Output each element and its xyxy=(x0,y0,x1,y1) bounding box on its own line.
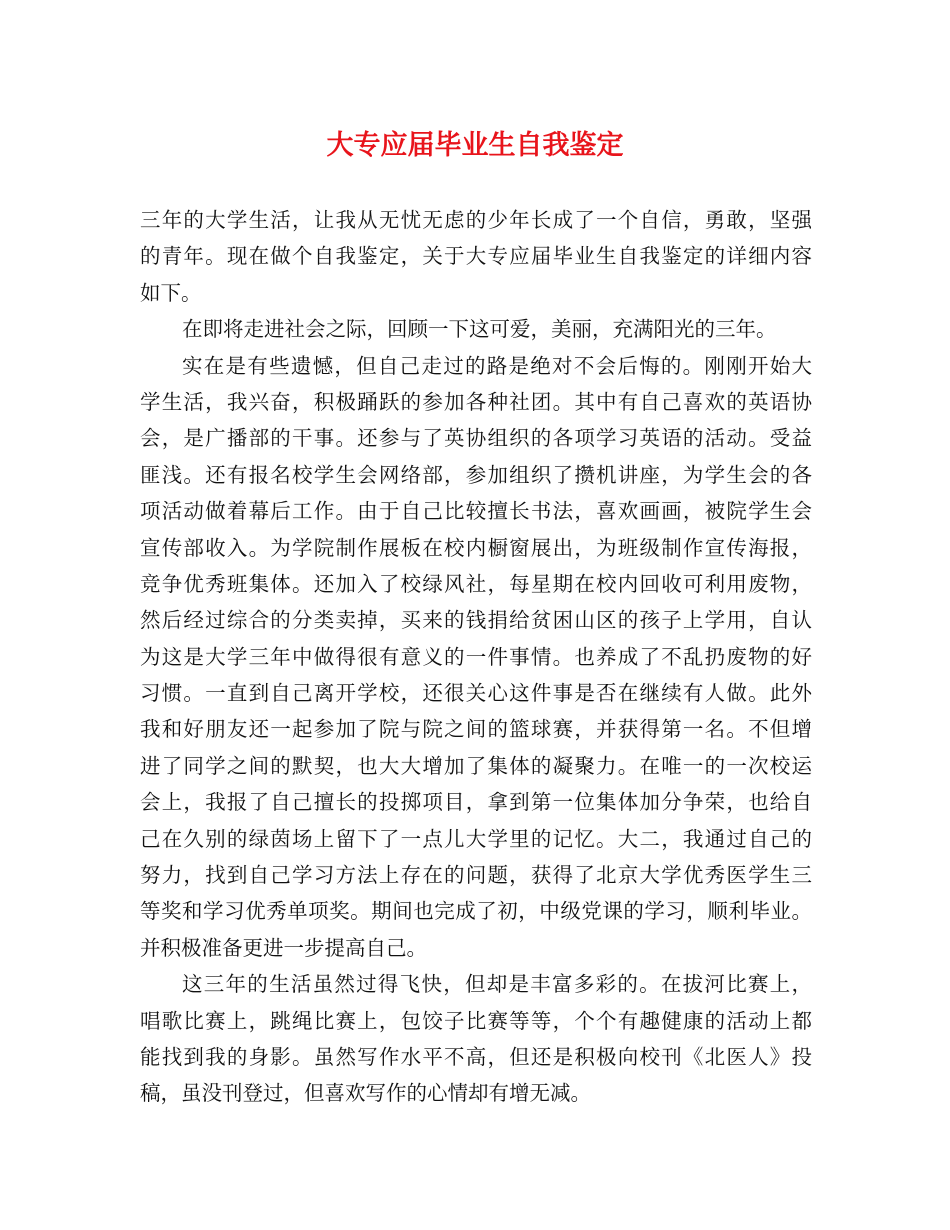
text-line: 然后经过综合的分类卖掉，买来的钱捐给贫困山区的孩子上学用，自认 xyxy=(140,608,812,633)
text-line: 进了同学之间的默契，也大大增加了集体的凝聚力。在唯一的一次校运 xyxy=(140,753,812,778)
text-line: 这三年的生活虽然过得飞快，但却是丰富多彩的。在拔河比赛上， xyxy=(182,972,812,997)
text-line: 并积极准备更进一步提高自己。 xyxy=(140,935,427,960)
text-line: 实在是有些遗憾，但自己走过的路是绝对不会后悔的。刚刚开始大 xyxy=(182,353,812,378)
text-line: 唱歌比赛上，跳绳比赛上，包饺子比赛等等，个个有趣健康的活动上都 xyxy=(140,1008,812,1033)
text-line: 竞争优秀班集体。还加入了校绿风社，每星期在校内回收可利用废物， xyxy=(140,571,812,596)
document-body xyxy=(140,202,812,1112)
text-line: 能找到我的身影。虽然写作水平不高，但还是积极向校刊《北医人》投 xyxy=(140,1044,812,1069)
text-line: 匪浅。还有报名校学生会网络部，参加组织了攒机讲座，为学生会的各 xyxy=(140,462,812,487)
text-line: 的青年。现在做个自我鉴定，关于大专应届毕业生自我鉴定的详细内容 xyxy=(140,244,812,269)
text-line: 习惯。一直到自己离开学校，还很关心这件事是否在继续有人做。此外 xyxy=(140,681,812,706)
text-line: 学生活，我兴奋，积极踊跃的参加各种社团。其中有自己喜欢的英语协 xyxy=(140,389,812,414)
text-line: 稿，虽没刊登过，但喜欢写作的心情却有增无减。 xyxy=(140,1081,591,1106)
text-line: 在即将走进社会之际，回顾一下这可爱，美丽，充满阳光的三年。 xyxy=(182,317,777,342)
text-line: 宣传部收入。为学院制作展板在校内橱窗展出，为班级制作宣传海报， xyxy=(140,535,812,560)
text-line: 如下。 xyxy=(140,280,202,305)
text-line: 会，是广播部的干事。还参与了英协组织的各项学习英语的活动。受益 xyxy=(140,426,812,451)
text-line: 等奖和学习优秀单项奖。期间也完成了初，中级党课的学习，顺利毕业。 xyxy=(140,899,812,924)
text-line: 己在久别的绿茵场上留下了一点儿大学里的记忆。大二，我通过自己的 xyxy=(140,826,812,851)
text-line: 为这是大学三年中做得很有意义的一件事情。也养成了不乱扔废物的好 xyxy=(140,644,812,669)
text-line: 我和好朋友还一起参加了院与院之间的篮球赛，并获得第一名。不但增 xyxy=(140,717,812,742)
text-line: 会上，我报了自己擅长的投掷项目，拿到第一位集体加分争荣，也给自 xyxy=(140,790,812,815)
document-title: 大专应届毕业生自我鉴定 xyxy=(326,130,624,161)
text-line: 项活动做着幕后工作。由于自己比较擅长书法，喜欢画画，被院学生会 xyxy=(140,499,812,524)
text-line: 努力，找到自己学习方法上存在的问题，获得了北京大学优秀医学生三 xyxy=(140,863,812,888)
text-line: 三年的大学生活，让我从无忧无虑的少年长成了一个自信，勇敢，坚强 xyxy=(140,208,812,232)
